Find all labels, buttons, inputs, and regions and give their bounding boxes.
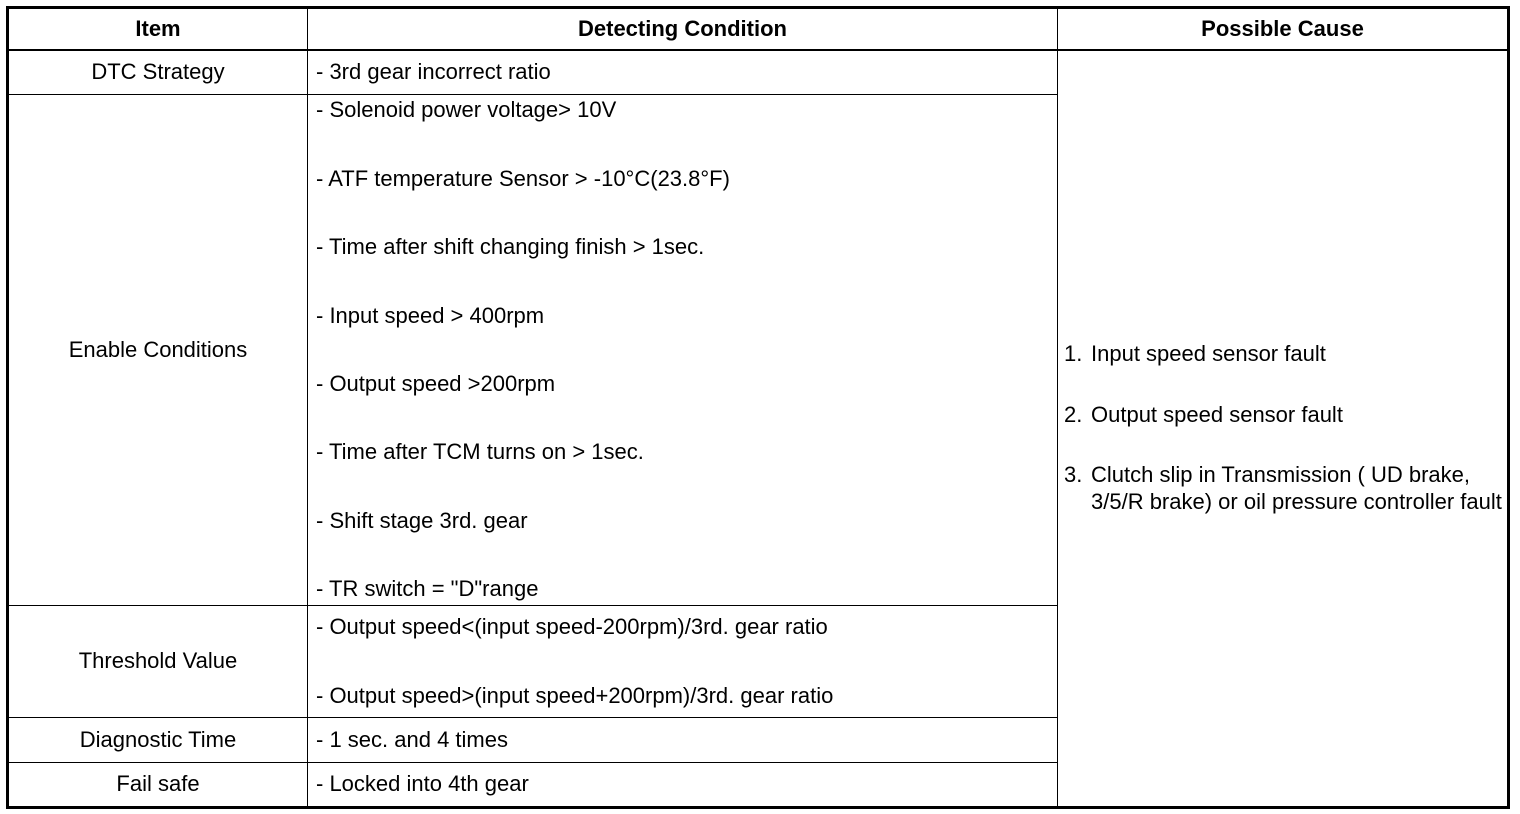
cause-number: 3. xyxy=(1064,462,1083,488)
condition-line: - TR switch = "D"range xyxy=(316,576,539,602)
condition-line: - Locked into 4th gear xyxy=(316,771,529,797)
cause-item xyxy=(1064,402,1507,428)
condition-line: - Time after TCM turns on > 1sec. xyxy=(316,439,644,465)
condition-line: - Output speed>(input speed+200rpm)/3rd. gear ratio xyxy=(316,682,834,708)
possible-cause-cell xyxy=(1058,50,1509,808)
cause-text: Output speed sensor fault xyxy=(1091,401,1343,427)
condition-line: - Output speed<(input speed-200rpm)/3rd. gear ratio xyxy=(316,614,828,640)
condition-cell xyxy=(308,763,1058,808)
item-fail-safe: Fail safe xyxy=(8,763,308,808)
condition-line: - ATF temperature Sensor > -10°C(23.8°F) xyxy=(316,165,730,191)
condition-cell xyxy=(308,95,1058,606)
header-detecting-condition: Detecting Condition xyxy=(308,8,1058,50)
cause-item xyxy=(1064,341,1507,367)
condition-line: - Input speed > 400rpm xyxy=(316,302,545,328)
dtc-spec-table xyxy=(6,6,1510,809)
item-enable-conditions: Enable Conditions xyxy=(8,95,308,606)
condition-line: - 1 sec. and 4 times xyxy=(316,726,508,752)
header-possible-cause: Possible Cause xyxy=(1058,8,1509,50)
condition-cell xyxy=(308,606,1058,718)
header-row xyxy=(8,8,1509,50)
condition-cell xyxy=(308,50,1058,95)
condition-line: - 3rd gear incorrect ratio xyxy=(316,59,551,85)
cause-number: 2. xyxy=(1064,401,1083,427)
condition-line: - Output speed >200rpm xyxy=(316,371,556,396)
cause-item xyxy=(1064,462,1507,515)
condition-line: - Time after shift changing finish > 1sec. xyxy=(316,234,705,260)
cause-text: Input speed sensor fault xyxy=(1091,341,1326,367)
header-item: Item xyxy=(8,8,308,50)
cause-list xyxy=(1058,341,1507,515)
row-dtc-strategy xyxy=(8,50,1509,95)
item-diagnostic-time: Diagnostic Time xyxy=(8,718,308,763)
condition-line: - Solenoid power voltage> 10V xyxy=(316,97,617,123)
cause-text: Clutch slip in Transmission ( UD brake, 3/5/R brake) or oil pressure controller fault xyxy=(1091,462,1502,514)
item-dtc-strategy: DTC Strategy xyxy=(8,50,308,95)
condition-cell xyxy=(308,718,1058,763)
condition-line: - Shift stage 3rd. gear xyxy=(316,507,528,533)
item-threshold-value: Threshold Value xyxy=(8,606,308,718)
cause-number: 1. xyxy=(1064,341,1083,367)
